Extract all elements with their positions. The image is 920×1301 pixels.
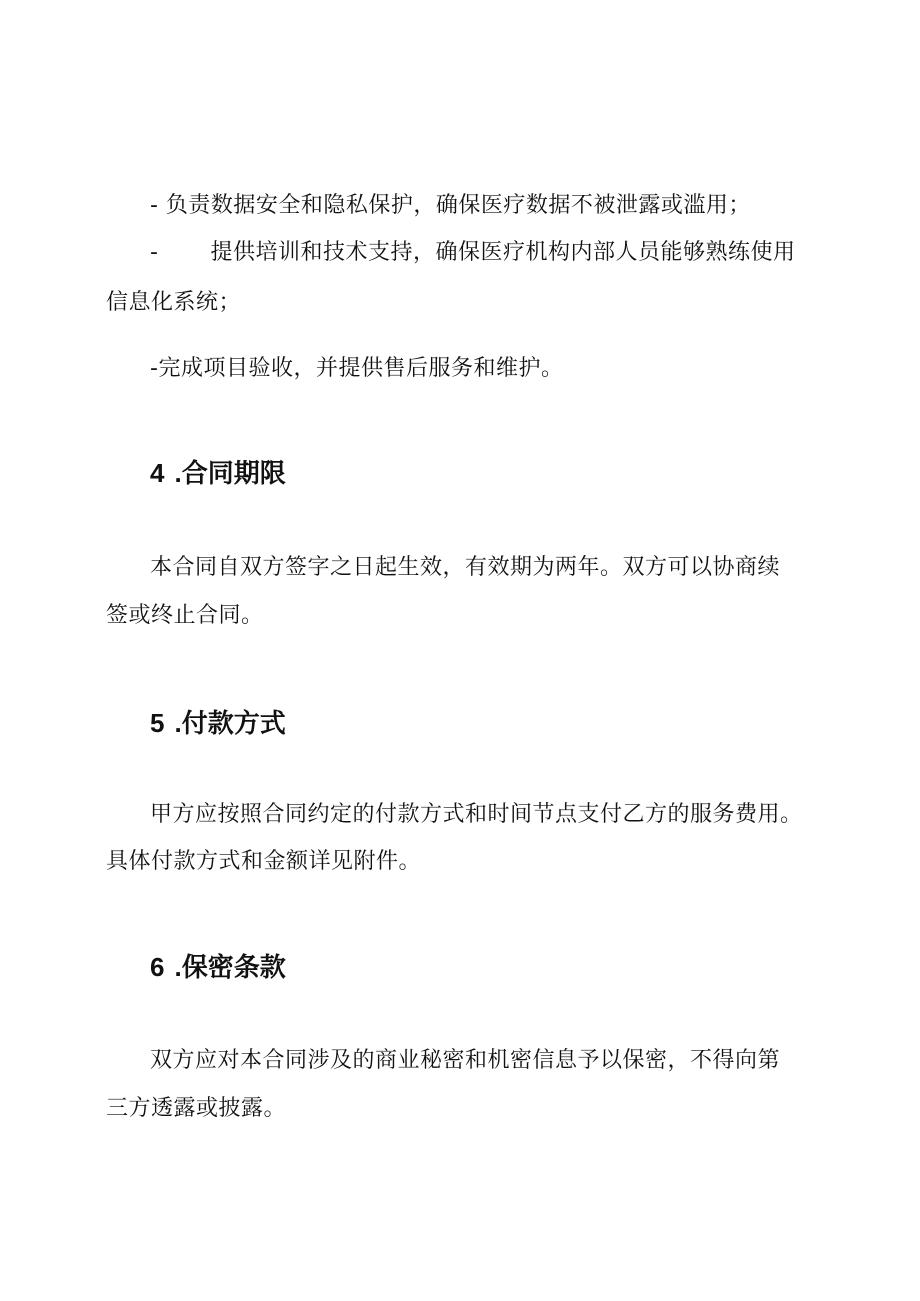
bullet-data-security: - 负责数据安全和隐私保护，确保医疗数据不被泄露或滥用； — [150, 193, 751, 218]
paragraph-payment-line2: 具体付款方式和金额详见附件。 — [106, 849, 422, 874]
section-title: .保密条款 — [174, 952, 286, 982]
bullet-dash: - — [150, 240, 159, 265]
paragraph-confidentiality-line2: 三方透露或披露。 — [106, 1096, 287, 1121]
section-title: .付款方式 — [174, 708, 286, 738]
paragraph-term-line2: 签或终止合同。 — [106, 603, 264, 628]
bullet-training-line2: 信息化系统； — [106, 290, 242, 315]
section-number: 5 — [150, 708, 165, 738]
section-number: 6 — [150, 952, 165, 982]
section-heading-term — [150, 456, 286, 490]
section-number: 4 — [150, 458, 165, 488]
bullet-training-line1 — [150, 238, 795, 268]
paragraph-payment-line1: 甲方应按照合同约定的付款方式和时间节点支付乙方的服务费用。 — [150, 802, 803, 827]
section-title: .合同期限 — [174, 458, 286, 488]
paragraph-term-line1: 本合同自双方签字之日起生效，有效期为两年。双方可以协商续 — [150, 555, 781, 580]
section-heading-payment — [150, 706, 286, 740]
bullet-acceptance: -完成项目验收，并提供售后服务和维护。 — [150, 356, 564, 381]
section-heading-confidentiality — [150, 950, 286, 984]
paragraph-confidentiality-line1: 双方应对本合同涉及的商业秘密和机密信息予以保密，不得向第 — [150, 1048, 781, 1073]
bullet-training-text: 提供培训和技术支持，确保医疗机构内部人员能够熟练使用 — [210, 240, 796, 265]
